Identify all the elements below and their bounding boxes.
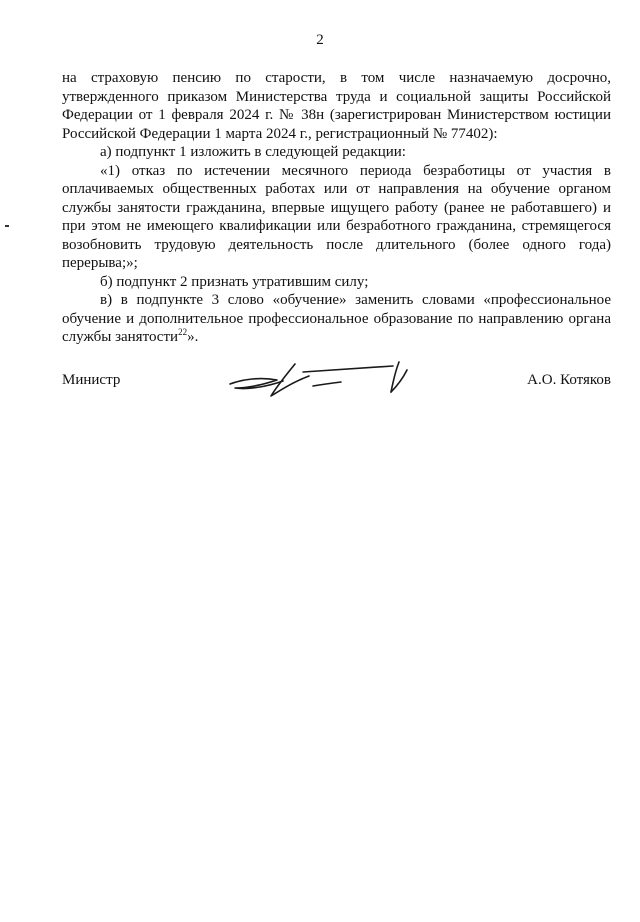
footnote-reference: 22 xyxy=(178,327,188,337)
list-item-a: а) подпункт 1 изложить в следующей редакции: xyxy=(100,144,406,160)
signatory-name: А.О. Котяков xyxy=(527,372,611,388)
paragraph-intro: на страховую пенсию по старости, в том числе назначаемую досрочно, утвержденного приказом Министерства труда и социальной защиты Российской Федерации от 1 февраля 2024 г. № 38н (зарегистрирован Министерством юстиции Российской Федерации 1 марта 2024 г., регистрационный № 77402): xyxy=(62,70,611,142)
list-item-b: б) подпункт 2 признать утратившим силу; xyxy=(100,273,369,290)
document-body xyxy=(62,69,611,347)
list-item-c xyxy=(62,291,611,347)
list-item-c-text: в) в подпункте 3 слово «обучение» заменить словами «профессиональное обучение и дополнительное профессиональное образование по направлению органа службы занятости xyxy=(62,292,611,345)
handwritten-signature xyxy=(225,352,415,402)
margin-mark xyxy=(5,225,9,227)
page-number: 2 xyxy=(316,32,324,48)
signatory-title: Министр xyxy=(62,372,121,388)
list-item-c-end: ». xyxy=(187,329,199,345)
quoted-subparagraph-1: «1) отказ по истечении месячного периода безработицы от участия в оплачиваемых общественных работах или от направления на обучение органом службы занятости гражданина, впервые ищущего работу (ранее не работавшего) и при этом не имеющего квалификации или безработного гражданина, стремящегося возобновить трудовую деятельность после длительного (более одного года) перерыва;»; xyxy=(62,162,611,271)
